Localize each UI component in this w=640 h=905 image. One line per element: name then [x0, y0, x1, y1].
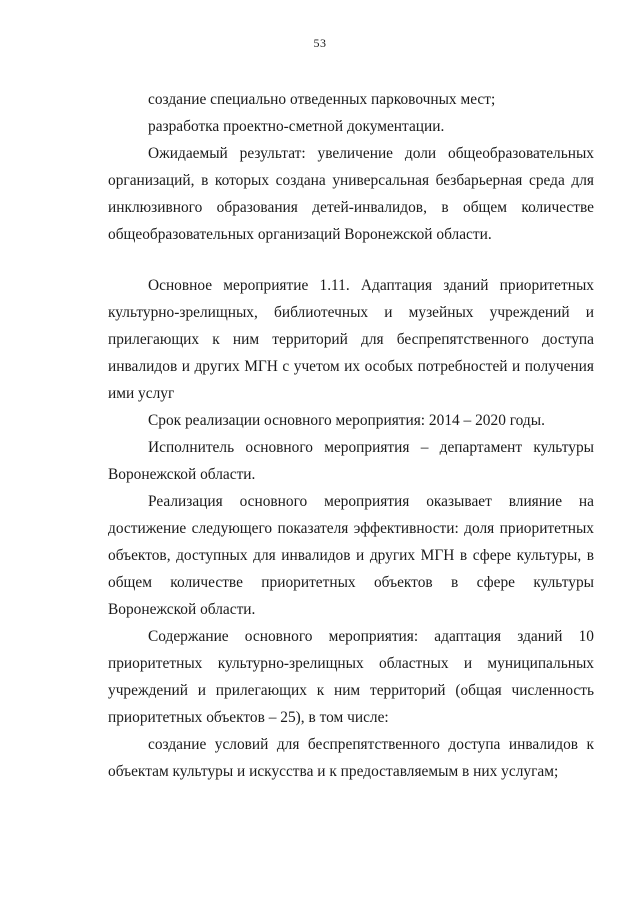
paragraph-main-measure-title: Основное мероприятие 1.11. Адаптация зданий приоритетных культурно-зрелищных, библиотечных и музейных учреждений и прилегающих к ним территорий для беспрепятственного доступа инвалидов и других МГН с учетом их особых потребностей и получения ими услуг: [108, 277, 594, 402]
paragraph-design-docs: разработка проектно-сметной документации.: [148, 118, 445, 135]
paragraph-implementation-term: Срок реализации основного мероприятия: 2014 – 2020 годы.: [148, 412, 545, 429]
paragraph-measure-content: Содержание основного мероприятия: адаптация зданий 10 приоритетных культурно-зрелищных областных и муниципальных учреждений и прилегающих к ним территорий (общая численность приоритетных объектов – 25), в том числе:: [108, 628, 594, 726]
paragraph-access-conditions: создание условий для беспрепятственного доступа инвалидов к объектам культуры и искусства и к предоставляемым в них услугам;: [108, 736, 594, 780]
paragraph-expected-result: Ожидаемый результат: увеличение доли общеобразовательных организаций, в которых создана универсальная безбарьерная среда для инклюзивного образования детей-инвалидов, в общем количестве общеобразовательных организаций Воронежской области.: [108, 145, 594, 243]
paragraph-executor: Исполнитель основного мероприятия – департамент культуры Воронежской области.: [108, 439, 594, 483]
page-number: 53: [313, 36, 327, 50]
section-gap: [108, 248, 594, 272]
document-body: [108, 86, 594, 785]
paragraph-parking: создание специально отведенных парковочных мест;: [148, 91, 496, 108]
paragraph-efficiency-indicator: Реализация основного мероприятия оказывает влияние на достижение следующего показателя эффективности: доля приоритетных объектов, доступных для инвалидов и других МГН в сфере культуры, в общем количестве приоритетных объектов в сфере культуры Воронежской области.: [108, 493, 594, 618]
